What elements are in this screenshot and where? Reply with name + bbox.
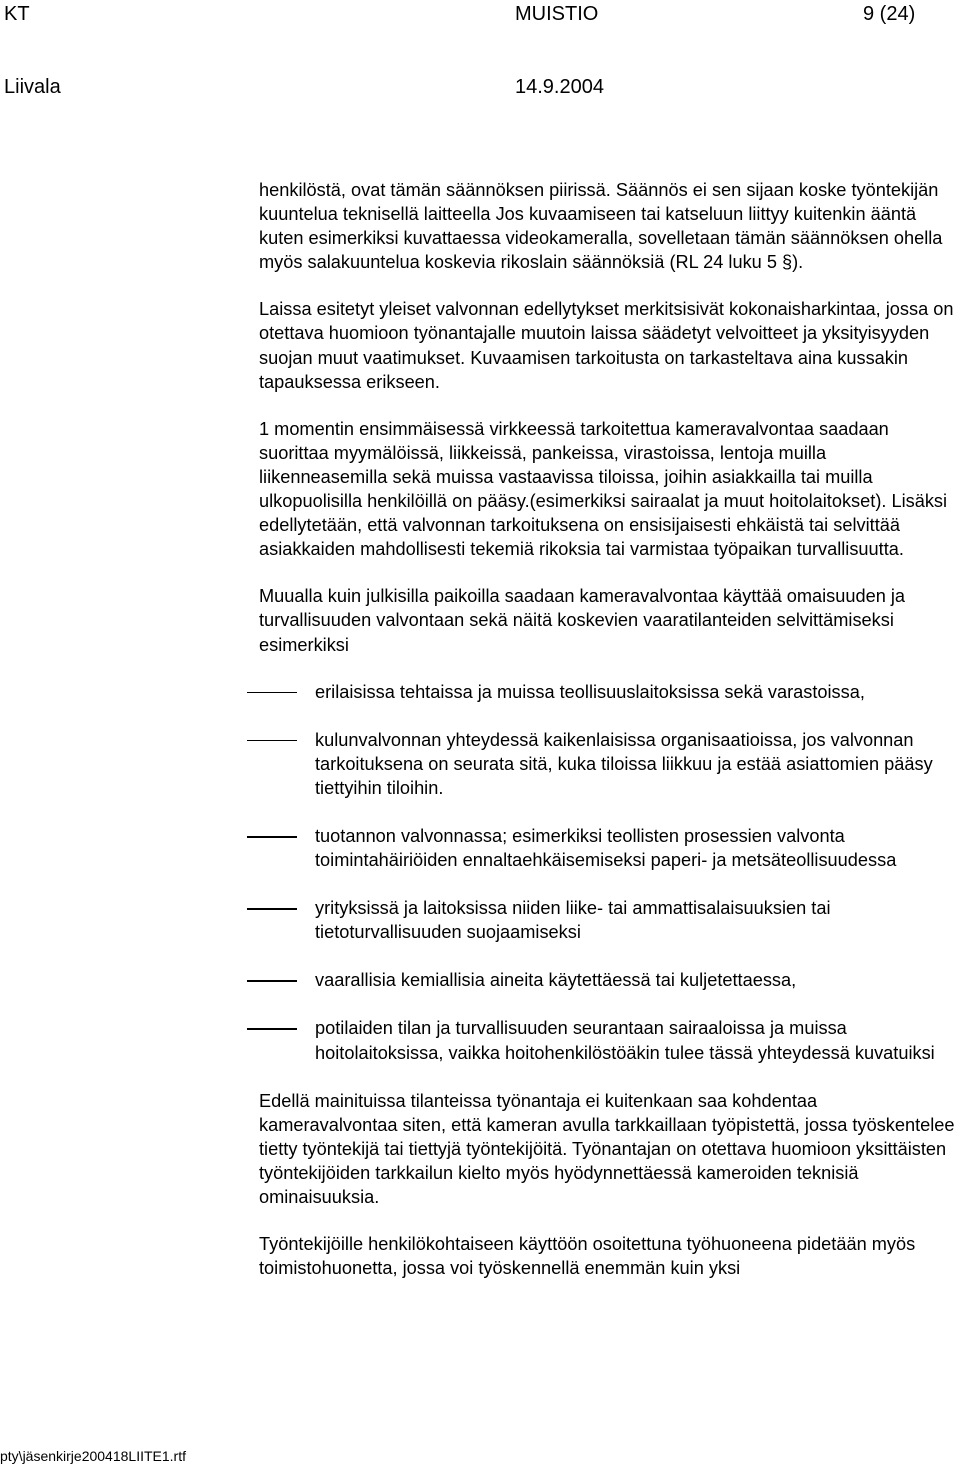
list-item [259,824,959,872]
header-org: KT [4,3,30,25]
list-item [259,896,959,944]
list-item-text: tuotannon valvonnassa; esimerkiksi teollisten prosessien valvonta toimintahäiriöiden ennaltaehkäisemiseksi paperi- ja metsäteollisuudessa [315,825,897,871]
list-item-text: kulunvalvonnan yhteydessä kaikenlaisissa organisaatioissa, jos valvonnan tarkoituksena on seurata sitä, kuka tiloissa liikkuu ja estää asiattomien pääsy tiettyihin tiloihin. [315,729,933,798]
list-item [259,680,959,704]
list-item [259,968,959,992]
header-subject: Liivala [4,76,61,98]
header-doc-type: MUISTIO [515,3,599,25]
header-page-number: 9 (24) [863,3,916,25]
dash-bullet [247,836,297,838]
dash-bullet [247,908,297,910]
paragraph-1: henkilöstä, ovat tämän säännöksen piirissä. Säännös ei sen sijaan koske työntekijän kuuntelua teknisellä laitteella Jos kuvaamiseen tai katseluun liittyy kuitenkin ääntä kuten esimerkiksi kuvattaessa videokameralla, sovelletaan tämän säännöksen ohella myös salakuuntelua koskevia rikoslain säännöksiä (RL 24 luku 5 §). [259,180,943,273]
paragraph-3: 1 momentin ensimmäisessä virkkeessä tarkoitettua kameravalvontaa saadaan suorittaa myymälöissä, liikkeissä, pankeissa, virastoissa, lentoja muilla liikenneasemilla sekä muissa vastaavissa tiloissa, joihin asiakkailla tai muilla ulkopuolisilla henkilöillä on pääsy.(esimerkiksi sairaalat ja muut hoitolaitokset). Lisäksi edellytetään, että valvonnan tarkoituksena on ensisijaisesti ehkäistä tai selvittää asiakkaiden mahdollisesti tekemiä rikoksia tai varmistaa työpaikan turvallisuutta. [259,418,948,560]
paragraph-4: Muualla kuin julkisilla paikoilla saadaan kameravalvontaa käyttää omaisuuden ja turvallisuuden valvontaan sekä näitä koskevien vaaratilanteiden selvittämiseksi esimerkiksi [259,586,906,655]
dash-bullet [247,980,297,982]
example-list [259,680,959,1065]
list-item-text: vaarallisia kemiallisia aineita käytettäessä tai kuljetettaessa, [315,970,797,991]
list-item [259,1016,959,1064]
dash-bullet [247,740,297,742]
list-item-text: yrityksissä ja laitoksissa niiden liike- tai ammattisalaisuuksien tai tietoturvallisuuden suojaamiseksi [315,898,831,943]
header-date: 14.9.2004 [515,76,604,98]
list-item-text: erilaisissa tehtaissa ja muissa teollisuuslaitoksissa sekä varastoissa, [315,681,865,702]
list-item [259,728,959,800]
paragraph-5: Edellä mainituissa tilanteissa työnantaja ei kuitenkaan saa kohdentaa kameravalvontaa siten, että kameran avulla tarkkaillaan työpistettä, jossa työskentelee tietty työntekijä tai tiettyjä työntekijöitä. Työnantajan on otettava huomioon yksittäisten työntekijöiden tarkkailun kielto myös hyödynnettäessä kameroiden teknisiä ominaisuuksia. [259,1090,955,1207]
document-body [259,178,959,1303]
dash-bullet [247,1028,297,1030]
list-item-text: potilaiden tilan ja turvallisuuden seurantaan sairaaloissa ja muissa hoitolaitoksissa, vaikka hoitohenkilöstöäkin tulee tässä yhteydessä kuvatuiksi [315,1018,935,1063]
paragraph-6: Työntekijöille henkilökohtaiseen käyttöön osoitettuna työhuoneena pidetään myös toimistohuonetta, jossa voi työskennellä enemmän kuin yksi [259,1234,916,1279]
dash-bullet [247,692,297,694]
footer-file-path: pty\jäsenkirje200418LIITE1.rtf [0,1448,186,1464]
paragraph-2: Laissa esitetyt yleiset valvonnan edellytykset merkitsisivät kokonaisharkintaa, jossa on otettava huomioon työnantajalle muutoin laissa säädetyt velvoitteet ja yksityisyyden suojan muut vaatimukset. Kuvaamisen tarkoitusta on tarkasteltava aina kussakin tapauksessa erikseen. [259,299,954,392]
